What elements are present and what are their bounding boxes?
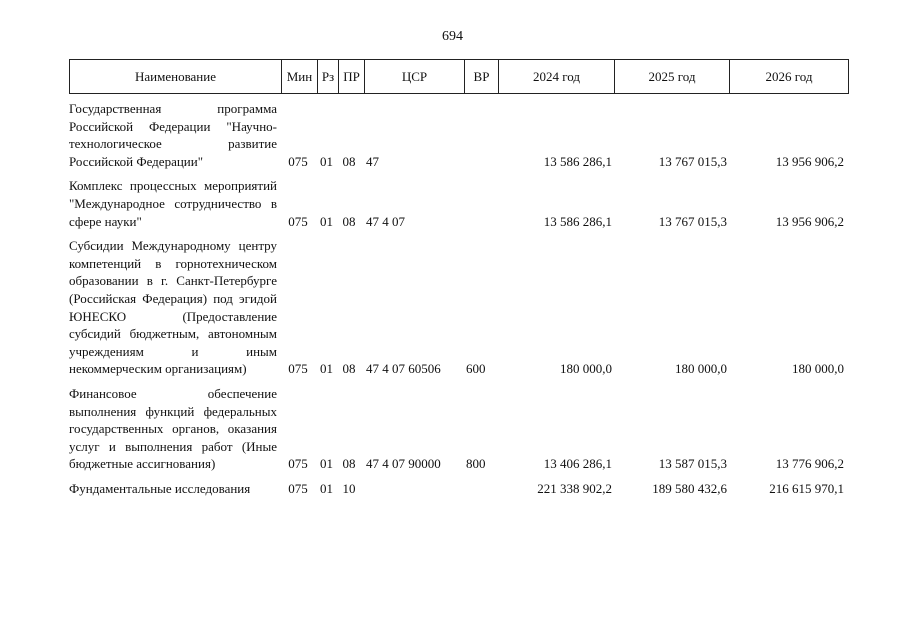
row-vr: 600 (466, 361, 486, 377)
row-min: 075 (288, 213, 308, 229)
row-min: 075 (288, 480, 308, 496)
row-2025: 189 580 432,6 (652, 480, 727, 496)
row-vr: 800 (466, 456, 486, 472)
row-csr: 47 4 07 60506 (366, 361, 441, 377)
header-2025: 2025 год (615, 60, 730, 93)
row-pr: 08 (342, 153, 356, 169)
header-2024: 2024 год (499, 60, 615, 93)
header-rz: Рз (318, 60, 339, 93)
row-2024: 13 586 286,1 (543, 213, 612, 229)
row-rz: 01 (320, 480, 333, 496)
header-csr: ЦСР (365, 60, 465, 93)
row-2024: 13 586 286,1 (543, 153, 612, 169)
row-min: 075 (288, 361, 308, 377)
row-2025: 13 767 015,3 (658, 153, 727, 169)
row-name: Финансовое обеспечение выполнения функций федеральных государственных органов, оказания услуг и выполнения работ (Иные бюджетные ассигнования) (69, 385, 277, 472)
row-name: Фундаментальные исследования (69, 480, 251, 496)
row-name: Государственная программа Российской Федерации "Научно-технологическое развитие Российской Федерации" (69, 101, 277, 169)
table-row (69, 177, 849, 230)
row-rz: 01 (320, 213, 333, 229)
row-2024: 180 000,0 (560, 361, 612, 377)
row-2026: 216 615 970,1 (769, 480, 844, 496)
page-number: 694 (442, 29, 463, 44)
row-2025: 13 767 015,3 (658, 213, 727, 229)
row-csr: 47 (366, 153, 379, 169)
row-pr: 08 (342, 456, 356, 472)
table-row (69, 100, 849, 170)
row-2025: 180 000,0 (675, 361, 727, 377)
table-row (69, 237, 849, 378)
table-row (69, 385, 849, 473)
row-2024: 221 338 902,2 (537, 480, 612, 496)
header-pr: ПР (339, 60, 365, 93)
row-pr: 08 (342, 213, 356, 229)
row-pr: 08 (342, 361, 356, 377)
row-min: 075 (288, 153, 308, 169)
row-2025: 13 587 015,3 (658, 456, 727, 472)
row-2026: 13 956 906,2 (775, 213, 844, 229)
row-min: 075 (288, 456, 308, 472)
row-csr: 47 4 07 90000 (366, 456, 441, 472)
row-2024: 13 406 286,1 (543, 456, 612, 472)
row-csr: 47 4 07 (366, 213, 405, 229)
header-name: Наименование (70, 60, 282, 93)
row-pr: 10 (342, 480, 356, 496)
row-2026: 13 956 906,2 (775, 153, 844, 169)
row-rz: 01 (320, 456, 333, 472)
row-2026: 13 776 906,2 (775, 456, 844, 472)
row-2026: 180 000,0 (792, 361, 844, 377)
table-row (69, 480, 849, 498)
header-vr: ВР (465, 60, 499, 93)
header-min: Мин (282, 60, 318, 93)
row-name: Комплекс процессных мероприятий "Международное сотрудничество в сфере науки" (69, 178, 277, 229)
row-rz: 01 (320, 153, 333, 169)
table-header (69, 59, 849, 94)
row-rz: 01 (320, 361, 333, 377)
budget-table-body (69, 100, 849, 504)
row-name: Субсидии Международному центру компетенций в горнотехническом образовании в г. Санкт-Петербурге (Российская Федерация) под эгидой ЮНЕСКО (Предоставление субсидий бюджетным, автономным учреждениям и иным некоммерческим организациям) (69, 238, 277, 377)
header-2026: 2026 год (765, 68, 813, 84)
